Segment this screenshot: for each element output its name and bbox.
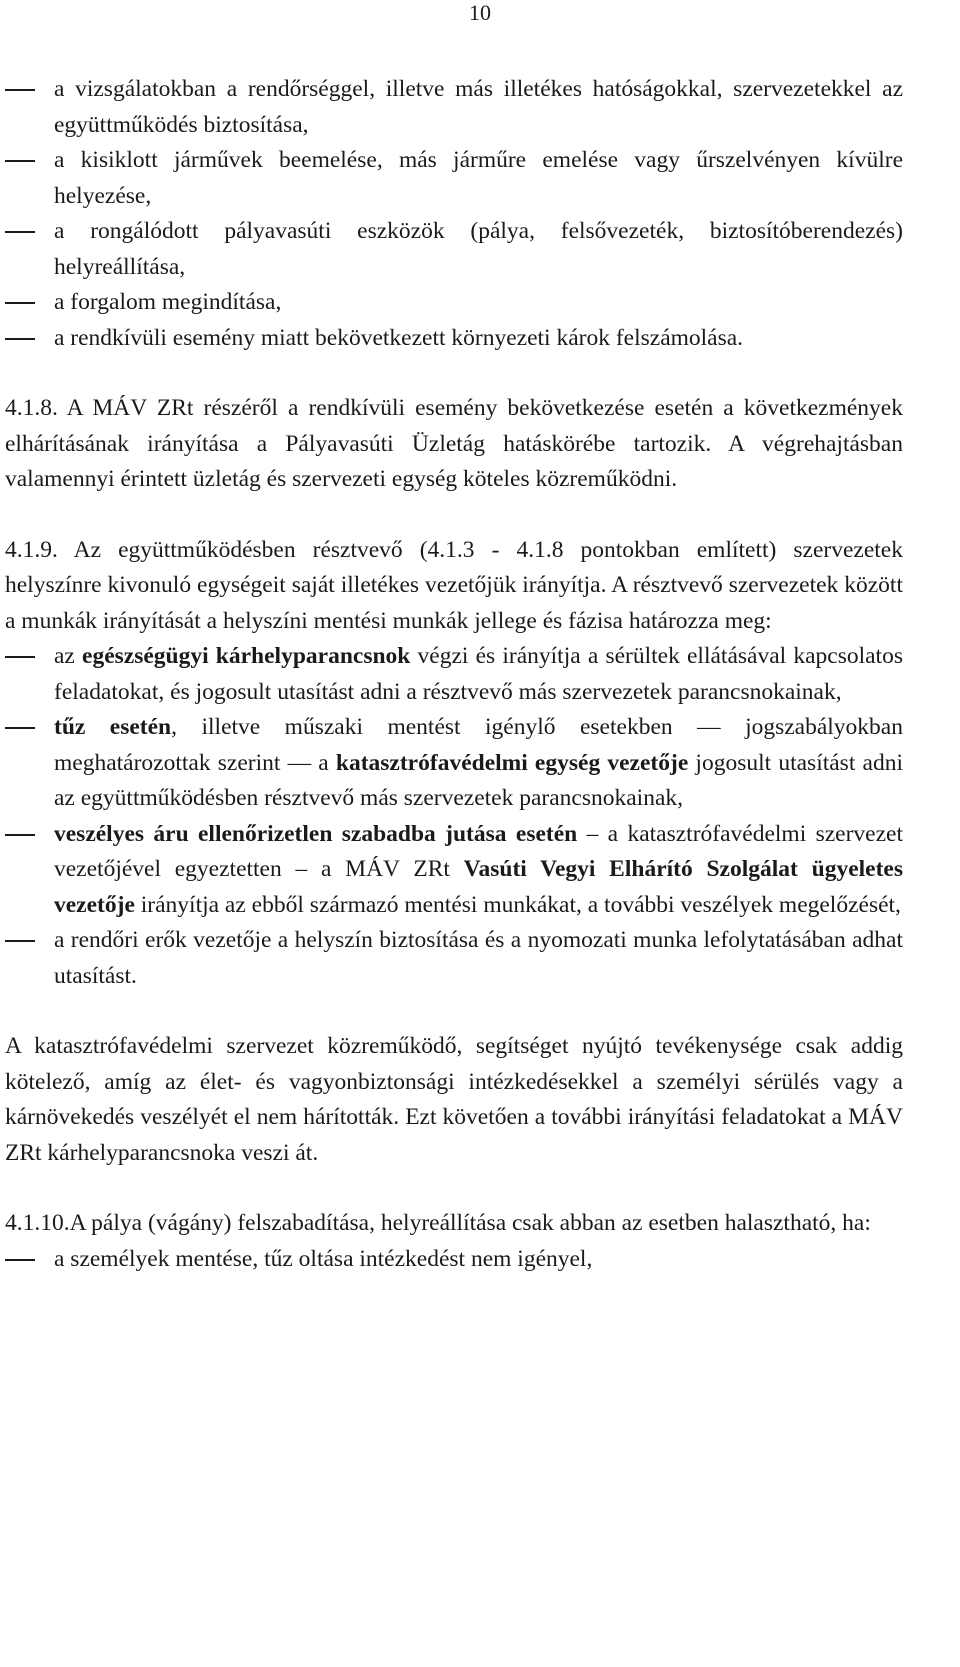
list-item xyxy=(5,923,903,994)
section-4-1-10: 4.1.10.A pálya (vágány) felszabadítása, helyreállítása csak abban az esetben halasztható, ha: xyxy=(5,1210,871,1236)
bold-term: katasztrófavédelmi egység vezetője xyxy=(335,749,689,776)
bold-term: Vasúti Vegyi Elhárító Szolgálat ügyeletes vezetője xyxy=(54,856,903,918)
text-segment: jogosult utasítást adni az együttműködésben résztvevő más szervezetek parancsnokainak, xyxy=(54,749,903,811)
text-segment: az xyxy=(54,643,83,669)
list-item: a személyek mentése, tűz oltása intézkedést nem igényel, xyxy=(5,1242,903,1278)
text-segment: – a katasztrófavédelmi szervezet vezetőjével egyeztetten – a MÁV ZRt xyxy=(54,820,903,882)
paragraph-disaster-management: A katasztrófavédelmi szervezet közreműködő, segítséget nyújtó tevékenysége csak addig kötelező, amíg az élet- és vagyonbiztonsági intézkedésekkel a személyi sérülés vagy a kárnövekedés veszélyét el nem hárították. Ezt követően a további irányítási feladatokat a MÁV ZRt kárhelyparancsnoka veszi át. xyxy=(5,1033,903,1166)
list-item xyxy=(5,710,903,817)
postpone-conditions-list xyxy=(5,1242,903,1278)
management-roles-list xyxy=(5,639,903,994)
list-item: a rendkívüli esemény miatt bekövetkezett környezeti károk felszámolása. xyxy=(5,321,903,357)
text-segment: a rendőri erők vezetője a helyszín biztosítása és a nyomozati munka lefolytatásában adhat utasítást. xyxy=(54,927,903,989)
bold-term: egészségügyi kárhelyparancsnok xyxy=(82,643,411,669)
bold-term: veszélyes áru ellenőrizetlen szabadba jutása esetén xyxy=(54,820,578,847)
list-item: a kisiklott járművek beemelése, más járműre emelése vagy űrszelvényen kívülre helyezése, xyxy=(5,143,903,214)
list-item: a vizsgálatokban a rendőrséggel, illetve más illetékes hatóságokkal, szervezetekkel az együttműködés biztosítása, xyxy=(5,72,903,143)
document-body xyxy=(5,72,903,1277)
text-segment: irányítja az ebből származó mentési munkákat, a további veszélyek megelőzését, xyxy=(134,891,901,918)
text-segment: , illetve műszaki mentést igénylő esetekben — jogszabályokban meghatározottak szerint — a xyxy=(54,714,903,776)
list-item xyxy=(5,639,903,710)
list-item xyxy=(5,817,903,924)
list-item: a rongálódott pályavasúti eszközök (pálya, felsővezeték, biztosítóberendezés) helyreállítása, xyxy=(5,214,903,285)
consequence-tasks-list xyxy=(5,72,903,356)
section-4-1-9: 4.1.9. Az együttműködésben résztvevő (4.1.3 - 4.1.8 pontokban említett) szervezetek helyszínre kivonuló egységeit saját illetékes vezetőjük irányítja. A résztvevő szervezetek között a munkák irányítását a helyszíni mentési munkák jellege és fázisa határozza meg: xyxy=(5,536,903,634)
bold-term: tűz esetén xyxy=(54,714,172,740)
text-segment: végzi és irányítja a sérültek ellátásával kapcsolatos feladatokat, és jogosult utasítást adni a résztvevő más szervezetek parancsnokainak, xyxy=(54,643,903,705)
section-4-1-8: 4.1.8. A MÁV ZRt részéről a rendkívüli esemény bekövetkezése esetén a következmények elhárításának irányítása a Pályavasúti Üzletág hatáskörébe tartozik. A végrehajtásban valamennyi érintett üzletág és szervezeti egység köteles közreműködni. xyxy=(5,395,903,492)
page-number: 10 xyxy=(469,0,491,25)
list-item: a forgalom megindítása, xyxy=(5,285,903,321)
